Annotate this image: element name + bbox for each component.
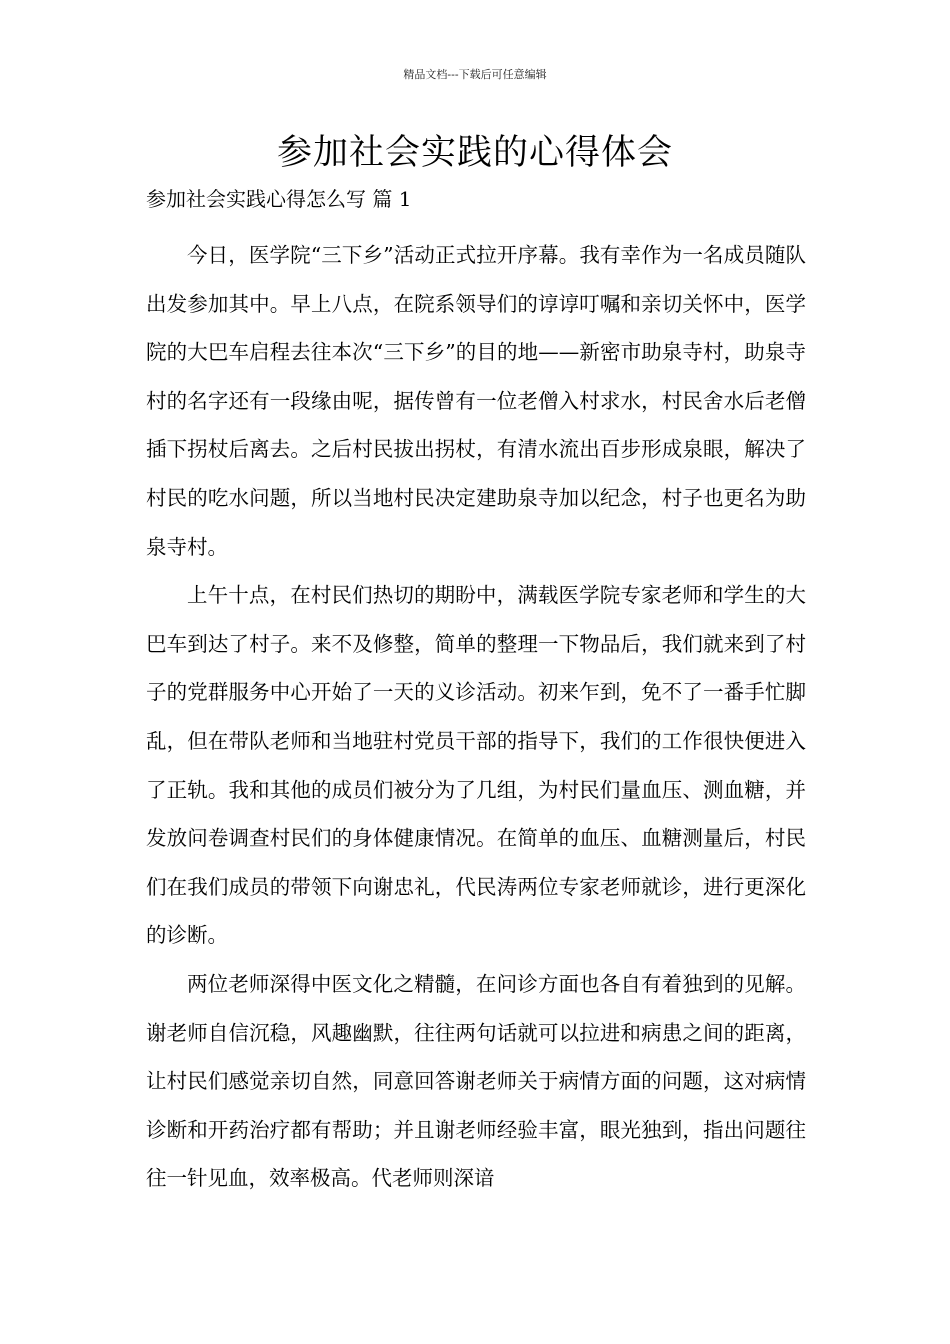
section-subtitle: 参加社会实践心得怎么写 篇 1 [146, 187, 412, 211]
paragraph-3: 两位老师深得中医文化之精髓，在问诊方面也各自有着独到的见解。谢老师自信沉稳，风趣幽默，往往两句话就可以拉进和病患之间的距离，让村民们感觉亲切自然，同意回答谢老师关于病情方面的问题，这对病情诊断和开药治疗都有帮助；并且谢老师经验丰富，眼光独到，指出问题往往一针见血，效率极高。代老师则深谙 [146, 971, 806, 1191]
header-note: 精品文档---下载后可任意编辑 [403, 68, 547, 81]
paragraph-2: 上午十点，在村民们热切的期盼中，满载医学院专家老师和学生的大巴车到达了村子。来不及修整，简单的整理一下物品后，我们就来到了村子的党群服务中心开始了一天的义诊活动。初来乍到，免不了一番手忙脚乱，但在带队老师和当地驻村党员干部的指导下，我们的工作很快便进入了正轨。我和其他的成员们被分为了几组，为村民们量血压、测血糖，并发放问卷调查村民们的身体健康情况。在简单的血压、血糖测量后，村民们在我们成员的带领下向谢忠礼，代民涛两位专家老师就诊，进行更深化的诊断。 [146, 583, 806, 948]
paragraph-1: 今日，医学院“三下乡”活动正式拉开序幕。我有幸作为一名成员随队出发参加其中。早上八点，在院系领导们的谆谆叮嘱和亲切关怀中，医学院的大巴车启程去往本次“三下乡”的目的地——新密市助泉寺村，助泉寺村的名字还有一段缘由呢，据传曾有一位老僧入村求水，村民舍水后老僧插下拐杖后离去。之后村民拔出拐杖，有清水流出百步形成泉眼，解决了村民的吃水问题，所以当地村民决定建助泉寺加以纪念，村子也更名为助泉寺村。 [146, 243, 806, 559]
document-title: 参加社会实践的心得体会 [276, 133, 673, 173]
body-text [146, 231, 806, 1203]
